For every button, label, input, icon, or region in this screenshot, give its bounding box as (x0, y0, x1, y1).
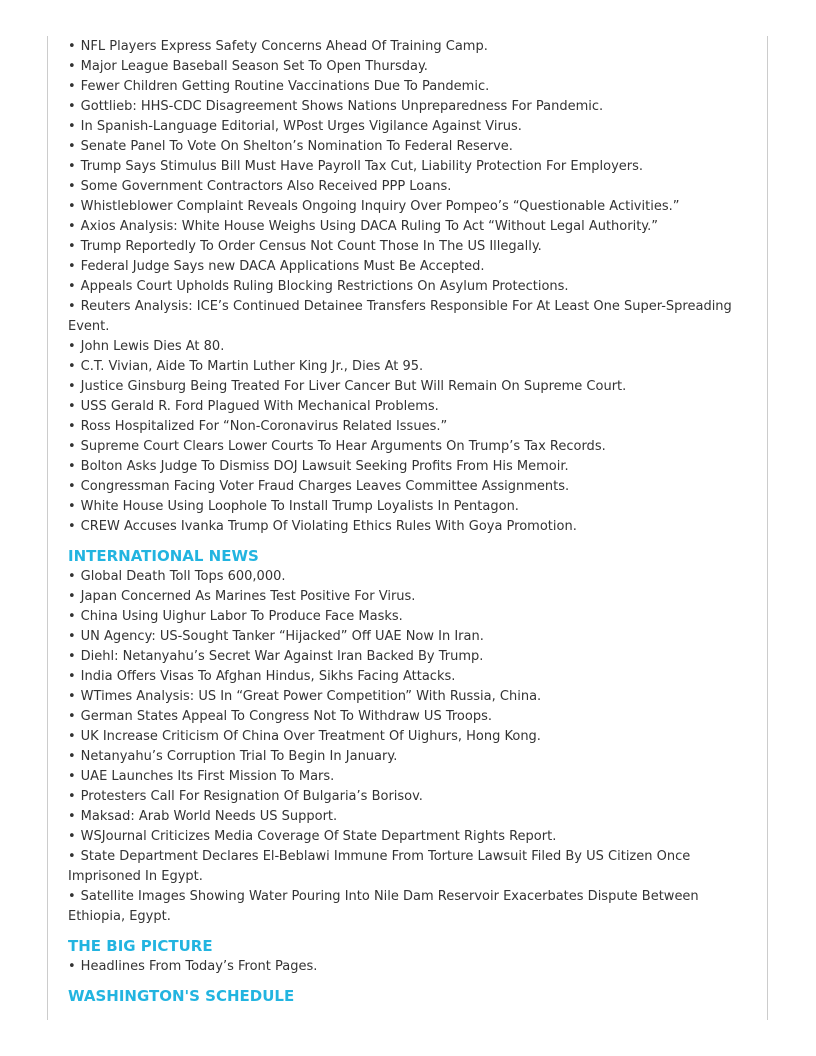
bullet-icon: • (68, 669, 76, 684)
bullet-icon: • (68, 419, 76, 434)
bullet-icon: • (68, 519, 76, 534)
headline-link[interactable]: Headlines From Today’s Front Pages. (80, 959, 318, 974)
bullet-icon: • (68, 179, 76, 194)
bullet-icon: • (68, 709, 76, 724)
headline-item[interactable] (68, 97, 752, 117)
headline-item[interactable] (68, 297, 752, 337)
headline-item[interactable] (68, 647, 752, 667)
headline-item[interactable] (68, 177, 752, 197)
bullet-icon: • (68, 889, 76, 904)
headline-item[interactable] (68, 587, 752, 607)
headline-link[interactable]: Whistleblower Complaint Reveals Ongoing Inquiry Over Pompeo’s “Questionable Activities.” (80, 199, 680, 214)
big-picture-headline-list (68, 957, 752, 977)
headline-link[interactable]: C.T. Vivian, Aide To Martin Luther King Jr., Dies At 95. (80, 359, 424, 374)
headline-link[interactable]: China Using Uighur Labor To Produce Face Masks. (80, 609, 403, 624)
bullet-icon: • (68, 769, 76, 784)
headline-link[interactable]: USS Gerald R. Ford Plagued With Mechanical Problems. (80, 399, 439, 414)
headline-link[interactable]: Fewer Children Getting Routine Vaccinations Due To Pandemic. (80, 79, 490, 94)
headline-link[interactable]: CREW Accuses Ivanka Trump Of Violating Ethics Rules With Goya Promotion. (80, 519, 577, 534)
headline-item[interactable] (68, 457, 752, 477)
bullet-icon: • (68, 339, 76, 354)
headline-item[interactable] (68, 417, 752, 437)
headline-link[interactable]: Trump Says Stimulus Bill Must Have Payroll Tax Cut, Liability Protection For Employers. (80, 159, 644, 174)
bullet-icon: • (68, 259, 76, 274)
international-news-heading: INTERNATIONAL NEWS (68, 547, 259, 565)
headline-item[interactable] (68, 137, 752, 157)
headline-link[interactable]: German States Appeal To Congress Not To Withdraw US Troops. (80, 709, 492, 724)
headline-link[interactable]: Major League Baseball Season Set To Open Thursday. (80, 59, 428, 74)
headline-item[interactable] (68, 37, 752, 57)
headline-item[interactable] (68, 887, 752, 927)
headline-item[interactable] (68, 117, 752, 137)
headline-item[interactable] (68, 827, 752, 847)
headline-link[interactable]: UK Increase Criticism Of China Over Treatment Of Uighurs, Hong Kong. (80, 729, 541, 744)
bullet-icon: • (68, 379, 76, 394)
headline-item[interactable] (68, 157, 752, 177)
headline-link[interactable]: Trump Reportedly To Order Census Not Count Those In The US Illegally. (80, 239, 542, 254)
headline-item[interactable] (68, 727, 752, 747)
headline-link[interactable]: Global Death Toll Tops 600,000. (80, 569, 286, 584)
bullet-icon: • (68, 729, 76, 744)
headline-link[interactable]: Justice Ginsburg Being Treated For Liver Cancer But Will Remain On Supreme Court. (80, 379, 627, 394)
bullet-icon: • (68, 479, 76, 494)
bullet-icon: • (68, 749, 76, 764)
bullet-icon: • (68, 279, 76, 294)
headline-item[interactable] (68, 257, 752, 277)
headline-link[interactable]: In Spanish-Language Editorial, WPost Urges Vigilance Against Virus. (80, 119, 522, 134)
bullet-icon: • (68, 829, 76, 844)
headline-link[interactable]: White House Using Loophole To Install Trump Loyalists In Pentagon. (80, 499, 519, 514)
bullet-icon: • (68, 99, 76, 114)
headline-item[interactable] (68, 237, 752, 257)
headline-link[interactable]: Maksad: Arab World Needs US Support. (80, 809, 338, 824)
bullet-icon: • (68, 79, 76, 94)
washington-schedule-heading: WASHINGTON'S SCHEDULE (68, 987, 295, 1005)
bullet-icon: • (68, 359, 76, 374)
headline-item[interactable] (68, 437, 752, 457)
bullet-icon: • (68, 439, 76, 454)
headline-item[interactable] (68, 77, 752, 97)
bullet-icon: • (68, 139, 76, 154)
headline-item[interactable] (68, 687, 752, 707)
national-headline-list (68, 37, 752, 537)
headline-link[interactable]: Protesters Call For Resignation Of Bulgaria’s Borisov. (80, 789, 423, 804)
bullet-icon: • (68, 629, 76, 644)
headline-link[interactable]: Japan Concerned As Marines Test Positive For Virus. (80, 589, 416, 604)
headline-link[interactable]: Satellite Images Showing Water Pouring Into Nile Dam Reservoir Exacerbates Dispute Between Ethiopia, Egypt. (68, 889, 699, 924)
headline-item[interactable] (68, 667, 752, 687)
headline-link[interactable]: Federal Judge Says new DACA Applications Must Be Accepted. (80, 259, 485, 274)
bullet-icon: • (68, 459, 76, 474)
headline-item[interactable] (68, 397, 752, 417)
headline-link[interactable]: Diehl: Netanyahu’s Secret War Against Iran Backed By Trump. (80, 649, 484, 664)
headline-item[interactable] (68, 627, 752, 647)
headline-item[interactable] (68, 567, 752, 587)
bullet-icon: • (68, 589, 76, 604)
bullet-icon: • (68, 499, 76, 514)
bullet-icon: • (68, 119, 76, 134)
headline-item[interactable] (68, 807, 752, 827)
bullet-icon: • (68, 649, 76, 664)
headline-item[interactable] (68, 357, 752, 377)
headline-link[interactable]: State Department Declares El-Beblawi Immune From Torture Lawsuit Filed By US Citizen Once Imprisoned In Egypt. (68, 849, 691, 884)
headline-link[interactable]: UAE Launches Its First Mission To Mars. (80, 769, 335, 784)
headline-item[interactable] (68, 477, 752, 497)
bullet-icon: • (68, 959, 76, 974)
headline-link[interactable]: Appeals Court Upholds Ruling Blocking Restrictions On Asylum Protections. (80, 279, 569, 294)
newsletter-content (68, 37, 752, 1007)
bullet-icon: • (68, 59, 76, 74)
bullet-icon: • (68, 569, 76, 584)
headline-item[interactable] (68, 197, 752, 217)
headline-item[interactable] (68, 767, 752, 787)
bullet-icon: • (68, 789, 76, 804)
headline-item[interactable] (68, 277, 752, 297)
headline-link[interactable]: NFL Players Express Safety Concerns Ahead Of Training Camp. (80, 39, 488, 54)
bullet-icon: • (68, 159, 76, 174)
headline-link[interactable]: Gottlieb: HHS-CDC Disagreement Shows Nations Unpreparedness For Pandemic. (80, 99, 604, 114)
bullet-icon: • (68, 299, 76, 314)
headline-item[interactable] (68, 747, 752, 767)
headline-item[interactable] (68, 787, 752, 807)
bullet-icon: • (68, 809, 76, 824)
headline-item[interactable] (68, 337, 752, 357)
headline-link[interactable]: UN Agency: US-Sought Tanker “Hijacked” Off UAE Now In Iran. (80, 629, 484, 644)
headline-link[interactable]: Netanyahu’s Corruption Trial To Begin In January. (80, 749, 398, 764)
bullet-icon: • (68, 399, 76, 414)
headline-item[interactable] (68, 217, 752, 237)
headline-link[interactable]: Reuters Analysis: ICE’s Continued Detainee Transfers Responsible For At Least One Super-Spreading Event. (68, 299, 732, 334)
headline-item[interactable] (68, 957, 752, 977)
bullet-icon: • (68, 609, 76, 624)
bullet-icon: • (68, 199, 76, 214)
headline-link[interactable]: Some Government Contractors Also Received PPP Loans. (80, 179, 452, 194)
headline-item[interactable] (68, 377, 752, 397)
big-picture-heading: THE BIG PICTURE (68, 937, 213, 955)
headline-link[interactable]: Bolton Asks Judge To Dismiss DOJ Lawsuit Seeking Profits From His Memoir. (80, 459, 569, 474)
headline-item[interactable] (68, 497, 752, 517)
headline-link[interactable]: WTimes Analysis: US In “Great Power Competition” With Russia, China. (80, 689, 542, 704)
bullet-icon: • (68, 849, 76, 864)
bullet-icon: • (68, 219, 76, 234)
international-headline-list (68, 567, 752, 927)
bullet-icon: • (68, 689, 76, 704)
headline-link[interactable]: WSJournal Criticizes Media Coverage Of State Department Rights Report. (80, 829, 557, 844)
headline-link[interactable]: John Lewis Dies At 80. (80, 339, 225, 354)
headline-item[interactable] (68, 847, 752, 887)
headline-item[interactable] (68, 57, 752, 77)
headline-item[interactable] (68, 607, 752, 627)
headline-link[interactable]: India Offers Visas To Afghan Hindus, Sikhs Facing Attacks. (80, 669, 456, 684)
headline-item[interactable] (68, 517, 752, 537)
headline-link[interactable]: Supreme Court Clears Lower Courts To Hear Arguments On Trump’s Tax Records. (80, 439, 606, 454)
bullet-icon: • (68, 39, 76, 54)
headline-link[interactable]: Ross Hospitalized For “Non-Coronavirus Related Issues.” (80, 419, 448, 434)
bullet-icon: • (68, 239, 76, 254)
headline-link[interactable]: Axios Analysis: White House Weighs Using DACA Ruling To Act “Without Legal Authority.” (80, 219, 659, 234)
headline-link[interactable]: Congressman Facing Voter Fraud Charges Leaves Committee Assignments. (80, 479, 570, 494)
headline-link[interactable]: Senate Panel To Vote On Shelton’s Nomination To Federal Reserve. (80, 139, 513, 154)
headline-item[interactable] (68, 707, 752, 727)
